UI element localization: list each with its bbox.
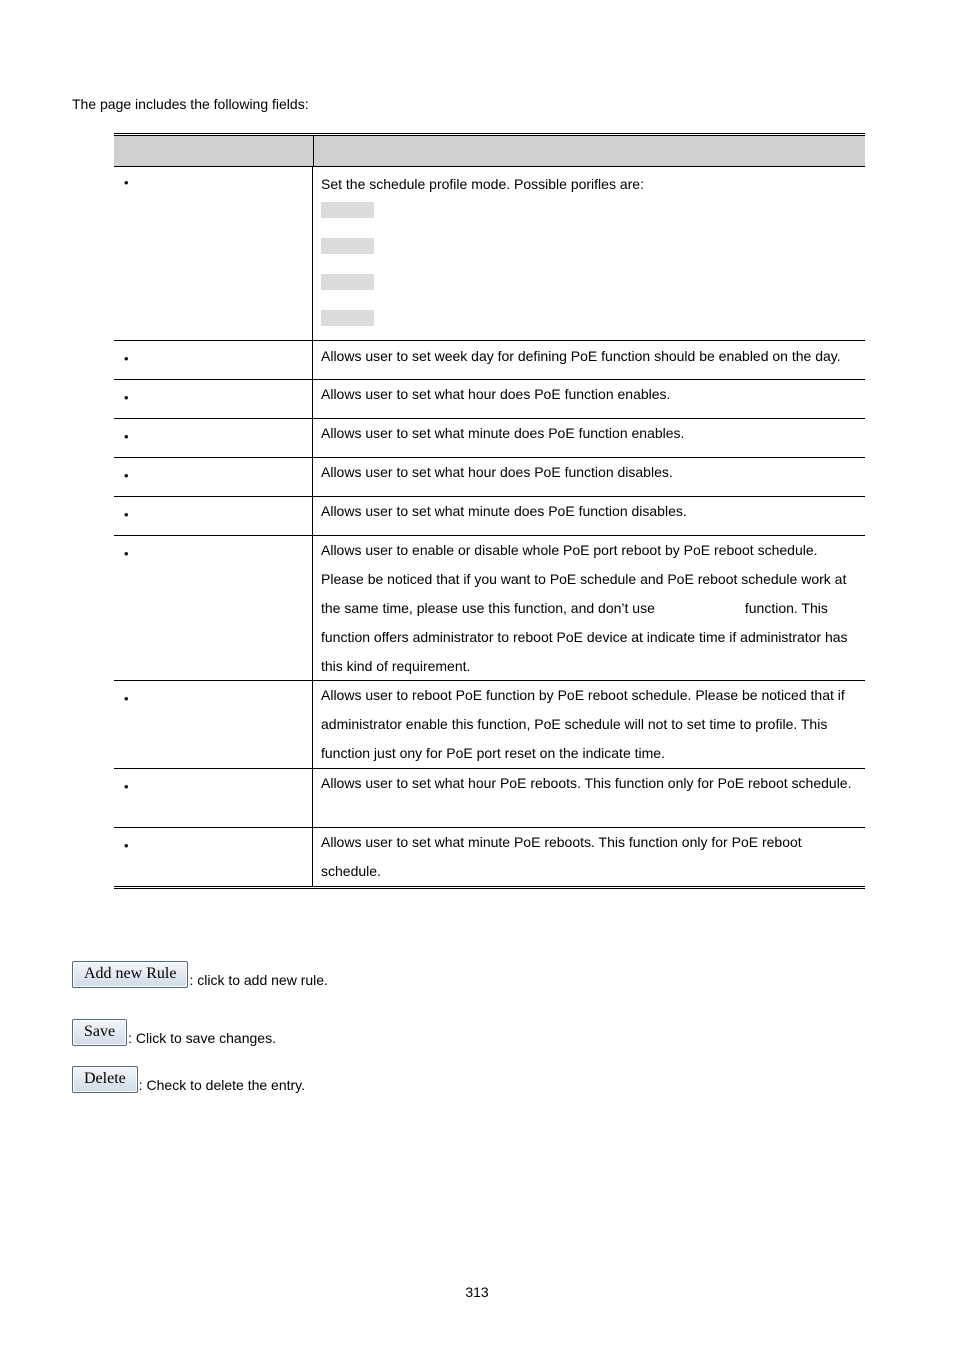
table-row bbox=[114, 419, 865, 458]
bullet-icon: • bbox=[124, 175, 129, 190]
bullet-icon: • bbox=[124, 507, 129, 522]
add-rule-caption: : click to add new rule. bbox=[189, 972, 328, 988]
table-row bbox=[114, 341, 865, 380]
bullet-icon: • bbox=[124, 351, 129, 366]
row-description: Allows user to set what minute PoE reboots. This function only for PoE reboot schedule. bbox=[321, 834, 802, 879]
profile-placeholder bbox=[321, 274, 374, 290]
save-caption: : Click to save changes. bbox=[128, 1030, 276, 1046]
row-description: Allows user to set what hour does PoE function enables. bbox=[321, 386, 671, 402]
delete-line bbox=[72, 1066, 305, 1093]
add-rule-line bbox=[72, 961, 328, 988]
bullet-icon: • bbox=[124, 390, 129, 405]
row-description: Allows user to set what hour PoE reboots. This function only for PoE reboot schedule. bbox=[321, 775, 852, 791]
row-description: Allows user to set what minute does PoE function disables. bbox=[321, 503, 687, 519]
profile-placeholder bbox=[321, 238, 374, 254]
row-description: Allows user to set week day for defining PoE function should be enabled on the day. bbox=[321, 348, 841, 364]
bullet-icon: • bbox=[124, 468, 129, 483]
table-row bbox=[114, 828, 865, 886]
row-description: Allows user to set what minute does PoE function enables. bbox=[321, 425, 685, 441]
fields-table bbox=[114, 133, 865, 889]
row-description: Allows user to set what hour does PoE function disables. bbox=[321, 464, 673, 480]
bullet-icon: • bbox=[124, 429, 129, 444]
table-row bbox=[114, 458, 865, 497]
page-number: 313 bbox=[465, 1284, 489, 1300]
delete-caption: : Check to delete the entry. bbox=[138, 1077, 306, 1093]
row-description-cont: function. This function offers administrator to reboot PoE device at indicate time if administrator has this kind of requirement. bbox=[321, 600, 848, 674]
bullet-icon: • bbox=[124, 546, 129, 561]
delete-button[interactable]: Delete bbox=[72, 1066, 138, 1093]
row-description: Allows user to enable or disable whole PoE port reboot by PoE reboot schedule. Please be noticed that if you want to PoE schedule and PoE reboot schedule work at the same time, please use this function, and don’t use bbox=[321, 542, 847, 616]
row-description: Allows user to reboot PoE function by PoE reboot schedule. Please be noticed that if administrator enable this function, PoE schedule will not to set time to profile. This function just ony for PoE port reset on the indicate time. bbox=[321, 687, 845, 761]
bullet-icon: • bbox=[124, 779, 129, 794]
save-button[interactable]: Save bbox=[72, 1019, 127, 1046]
header-object-cell bbox=[114, 136, 314, 166]
row-description: Set the schedule profile mode. Possible porifles are: bbox=[321, 176, 644, 192]
table-row bbox=[114, 497, 865, 536]
bullet-icon: • bbox=[124, 838, 129, 853]
save-line bbox=[72, 1019, 276, 1046]
profile-placeholder bbox=[321, 202, 374, 218]
profile-placeholder bbox=[321, 310, 374, 326]
header-description-cell bbox=[314, 136, 865, 166]
add-new-rule-button[interactable]: Add new Rule bbox=[72, 961, 188, 988]
table-row bbox=[114, 167, 865, 341]
table-row bbox=[114, 536, 865, 681]
intro-text: The page includes the following fields: bbox=[72, 96, 309, 112]
table-row bbox=[114, 769, 865, 828]
bullet-icon: • bbox=[124, 691, 129, 706]
table-row bbox=[114, 380, 865, 419]
profile-mode-list bbox=[321, 202, 857, 328]
table-header bbox=[114, 136, 865, 167]
table-row bbox=[114, 681, 865, 769]
